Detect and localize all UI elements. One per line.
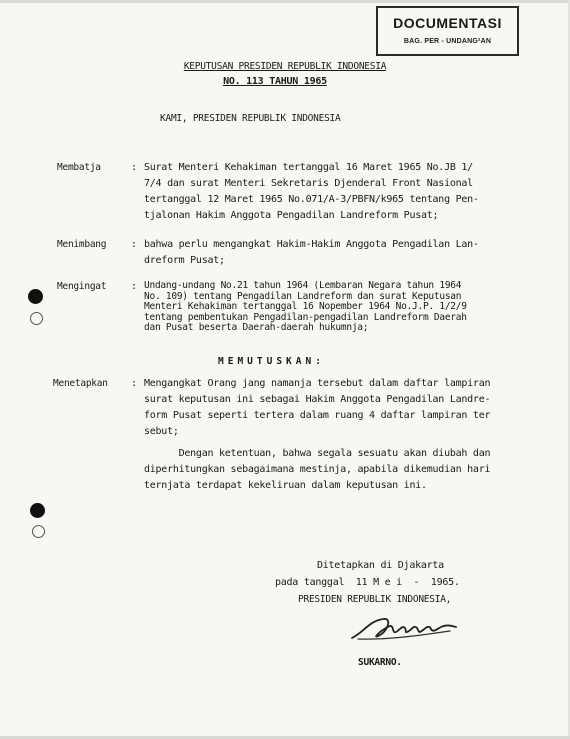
binder-hole-icon — [28, 289, 43, 304]
office-line: PRESIDEN REPUBLIK INDONESIA, — [298, 594, 452, 605]
membatja-text — [144, 160, 564, 224]
menimbang-colon: : — [131, 239, 137, 250]
stamp-line-2: BAG. PER - UNDANG²AN — [403, 38, 492, 45]
document-heading — [145, 60, 425, 90]
mengingat-line: dan Pusat beserta Daerah-daerah hukumnja; — [144, 322, 369, 333]
documentasi-stamp — [376, 6, 519, 56]
proviso-line: ternjata terdapat kekeliruan dalam keputusan ini. — [144, 480, 427, 491]
date-line: pada tanggal 11 M e i - 1965. — [275, 577, 460, 588]
menetapkan-colon: : — [131, 378, 137, 389]
binder-hole-icon — [30, 503, 45, 518]
menetapkan-line: Mengangkat Orang jang namanja tersebut dalam daftar lampiran — [144, 378, 491, 389]
mengingat-line: tentang pembentukan Pengadilan-pengadilan Landreform Daerah — [144, 311, 467, 323]
membatja-colon: : — [131, 162, 137, 173]
mengingat-line: Undang-undang No.21 tahun 1964 (Lembaran Negara tahun 1964 — [144, 281, 462, 291]
menetapkan-line: surat keputusan ini sebagai Hakim Anggota Pengadilan Landre- — [144, 394, 491, 405]
membatja-label: Membatja — [57, 162, 101, 173]
mengingat-line: No. 109) tentang Pengadilan Landreform dan surat Keputusan — [144, 290, 462, 302]
stamp-line-1: DOCUMENTASI — [393, 15, 502, 31]
membatja-line: Surat Menteri Kehakiman tertanggal 16 Maret 1965 No.JB 1/ — [144, 162, 473, 173]
menimbang-line: dreform Pusat; — [144, 255, 225, 266]
proviso-text — [144, 446, 564, 494]
signatory-name: SUKARNO. — [358, 657, 402, 668]
membatja-line: tjalonan Hakim Anggota Pengadilan Landreform Pusat; — [144, 210, 439, 221]
decree-title: KEPUTUSAN PRESIDEN REPUBLIK INDONESIA — [183, 61, 387, 72]
membatja-line: 7/4 dan surat Menteri Sekretaris Djenderal Front Nasional — [144, 178, 473, 189]
proviso-line: Dengan ketentuan, bahwa segala sesuatu akan diubah dan — [144, 448, 491, 459]
mengingat-text — [144, 281, 564, 334]
mengingat-label: Mengingat — [57, 281, 107, 292]
proviso-line: diperhitungkan sebagaimana mestinja, apabila dikemudian hari — [144, 464, 491, 475]
menetapkan-line: sebut; — [144, 426, 179, 437]
issuer-line: KAMI, PRESIDEN REPUBLIK INDONESIA — [160, 113, 341, 124]
menetapkan-text — [144, 376, 564, 440]
place-line: Ditetapkan di Djakarta — [317, 560, 444, 571]
menetapkan-label: Menetapkan — [53, 378, 108, 389]
decree-number: NO. 113 TAHUN 1965 — [223, 76, 327, 87]
scan-edge-top — [0, 0, 570, 3]
mengingat-colon: : — [131, 281, 137, 292]
menetapkan-line: form Pusat seperti tertera dalam ruang 4 daftar lampiran ter — [144, 410, 491, 421]
binder-ring-icon — [30, 312, 43, 325]
mengingat-line: Menteri Kehakiman tertanggal 16 Nopember 1964 No.J.P. 1/2/9 — [144, 301, 467, 312]
menimbang-label: Menimbang — [57, 239, 107, 250]
binder-ring-icon — [32, 525, 45, 538]
menimbang-text — [144, 237, 564, 269]
handwritten-signature-icon — [348, 612, 460, 646]
membatja-line: tertanggal 12 Maret 1965 No.071/A-3/PBFN/k965 tentang Pen- — [144, 194, 479, 205]
menimbang-line: bahwa perlu mengangkat Hakim-Hakim Anggota Pengadilan Lan- — [144, 239, 479, 250]
memutuskan-heading: MEMUTUSKAN: — [218, 356, 325, 367]
